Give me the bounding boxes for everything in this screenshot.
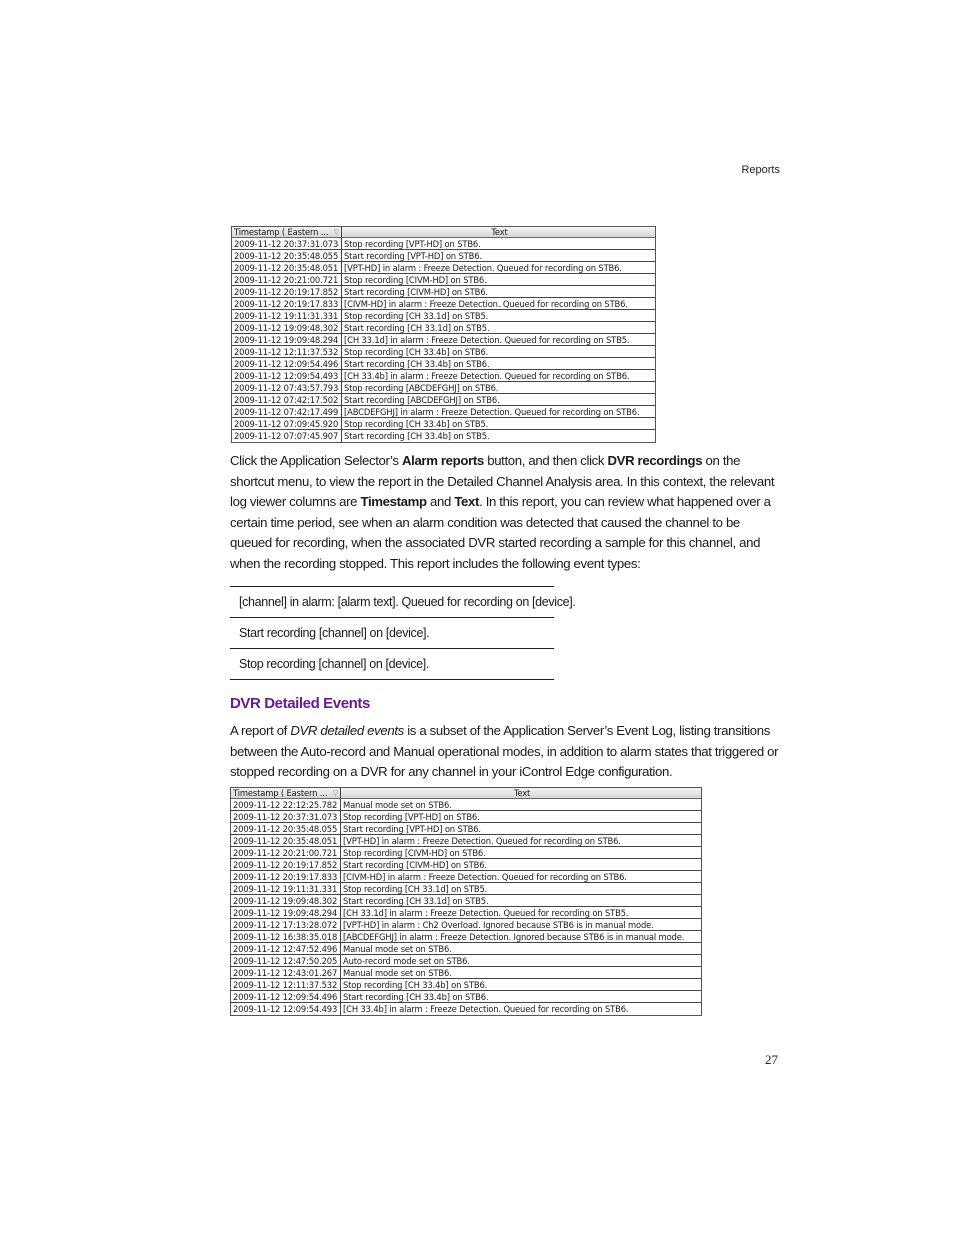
timestamp-cell: 2009-11-12 07:09:45.920 [232,418,342,429]
text-cell: [VPT-HD] in alarm : Freeze Detection. Queued for recording on STB6. [343,836,621,846]
text-cell: Stop recording [ABCDEFGHJ] on STB6. [344,383,499,393]
event-types-table [230,586,576,680]
table-row[interactable] [231,823,701,835]
table-row[interactable] [232,250,655,262]
text-cell: Stop recording [VPT-HD] on STB6. [343,812,480,822]
event-type-row: Stop recording [channel] on [device]. [230,648,554,680]
table-header [231,788,701,799]
timestamp-column-header[interactable]: Timestamp ( Eastern ... ▽ [232,227,342,237]
table-row[interactable] [231,1003,701,1015]
timestamp-cell: 2009-11-12 20:21:00.721 [232,274,342,285]
dvr-detailed-events-term: DVR detailed events [290,723,404,738]
table-row[interactable] [231,799,701,811]
timestamp-cell: 2009-11-12 19:09:48.294 [232,334,342,345]
table-row[interactable] [231,895,701,907]
table-row[interactable] [232,262,655,274]
timestamp-cell: 2009-11-12 07:42:17.499 [232,406,342,417]
timestamp-cell: 2009-11-12 12:43:01.267 [231,967,341,978]
timestamp-cell: 2009-11-12 20:35:48.055 [232,250,342,261]
dvr-recordings-log-table [231,226,656,443]
text-cell: [CH 33.4b] in alarm : Freeze Detection. Queued for recording on STB6. [344,371,630,381]
timestamp-cell: 2009-11-12 12:11:37.532 [231,979,341,990]
dvr-recordings-term: DVR recordings [607,453,703,468]
timestamp-cell: 2009-11-12 12:09:54.493 [232,370,342,381]
timestamp-cell: 2009-11-12 19:09:48.302 [232,322,342,333]
text-cell: Start recording [CH 33.4b] on STB5. [344,431,490,441]
text-cell: Start recording [CIVM-HD] on STB6. [344,287,488,297]
timestamp-cell: 2009-11-12 20:35:48.055 [231,823,341,834]
text-cell: [CH 33.4b] in alarm : Freeze Detection. Queued for recording on STB6. [343,1004,629,1014]
timestamp-cell: 2009-11-12 12:09:54.493 [231,1003,341,1015]
table-row[interactable] [231,955,701,967]
text-cell: Start recording [CIVM-HD] on STB6. [343,860,487,870]
table-row[interactable] [232,382,655,394]
timestamp-cell: 2009-11-12 20:19:17.852 [232,286,342,297]
text-cell: Manual mode set on STB6. [343,968,452,978]
table-row[interactable] [232,430,655,442]
timestamp-cell: 2009-11-12 20:35:48.051 [231,835,341,846]
table-row[interactable] [231,919,701,931]
timestamp-cell: 2009-11-12 19:11:31.331 [232,310,342,321]
section-heading: DVR Detailed Events [230,695,370,712]
timestamp-column-header[interactable]: Timestamp ( Eastern ... ▽ [231,788,341,798]
text-cell: Manual mode set on STB6. [343,800,452,810]
timestamp-cell: 2009-11-12 07:07:45.907 [232,430,342,442]
text-cell: [CH 33.1d] in alarm : Freeze Detection. Queued for recording on STB5. [344,335,630,345]
timestamp-cell: 2009-11-12 20:37:31.073 [232,238,342,249]
text-cell: Stop recording [CH 33.1d] on STB5. [343,884,488,894]
table-row[interactable] [232,286,655,298]
section-paragraph: A report of DVR detailed events is a subset of the Application Server’s Event Log, listing transitions between the Auto-record and Manual operational modes, in addition to alarm states that triggered or stopped recording on a DVR for any channel in your iControl Edge configuration. [230,723,779,779]
table-row[interactable] [231,979,701,991]
table-row[interactable] [232,394,655,406]
timestamp-cell: 2009-11-12 20:37:31.073 [231,811,341,822]
timestamp-cell: 2009-11-12 07:42:17.502 [232,394,342,405]
event-type-row: Start recording [channel] on [device]. [230,617,554,648]
table-row[interactable] [231,991,701,1003]
sort-filter-icon[interactable]: ▽ [333,228,339,236]
table-row[interactable] [232,346,655,358]
timestamp-cell: 2009-11-12 20:19:17.833 [232,298,342,309]
table-header [232,227,655,238]
timestamp-cell: 2009-11-12 12:47:50.205 [231,955,341,966]
text-cell: Stop recording [CIVM-HD] on STB6. [344,275,487,285]
text-cell: Manual mode set on STB6. [343,944,452,954]
text-cell: [VPT-HD] in alarm : Ch2 Overload. Ignored because STB6 is in manual mode. [343,920,654,930]
text-cell: [ABCDEFGHJ] in alarm : Freeze Detection. Ignored because STB6 is in manual mode. [343,932,685,942]
sort-filter-icon[interactable]: ▽ [332,789,338,797]
text-cell: Stop recording [CH 33.4b] on STB6. [343,980,488,990]
text-cell: Stop recording [VPT-HD] on STB6. [344,239,481,249]
timestamp-cell: 2009-11-12 20:35:48.051 [232,262,342,273]
timestamp-cell: 2009-11-12 20:19:17.833 [231,871,341,882]
intro-paragraph: Click the Application Selector’s Alarm reports button, and then click DVR recordings on the shortcut menu, to view the report in the Detailed Channel Analysis area. In this context, the relevant log viewer columns are Timestamp and Text. In this report, you can review what happened over a certain time period, see when an alarm condition was detected that caused the channel to be queued for recording, when the associated DVR started recording a sample for this channel, and when the recording stopped. This report includes the following event types: [230,453,775,571]
table-row[interactable] [231,811,701,823]
alarm-reports-term: Alarm reports [401,453,484,468]
timestamp-cell: 2009-11-12 12:47:52.496 [231,943,341,954]
timestamp-cell: 2009-11-12 19:11:31.331 [231,883,341,894]
text-cell: [VPT-HD] in alarm : Freeze Detection. Queued for recording on STB6. [344,263,622,273]
text-cell: Stop recording [CH 33.1d] on STB5. [344,311,489,321]
table-row[interactable] [232,406,655,418]
text-cell: [CH 33.1d] in alarm : Freeze Detection. Queued for recording on STB5. [343,908,629,918]
text-cell: [ABCDEFGHJ] in alarm : Freeze Detection. Queued for recording on STB6. [344,407,640,417]
table-row[interactable] [231,943,701,955]
page-number: 27 [765,1052,778,1067]
text-cell: [CIVM-HD] in alarm : Freeze Detection. Queued for recording on STB6. [344,299,628,309]
text-column-header[interactable]: Text [491,227,508,237]
table-row[interactable] [231,907,701,919]
table-row[interactable] [232,322,655,334]
timestamp-cell: 2009-11-12 12:09:54.496 [231,991,341,1002]
text-cell: Start recording [CH 33.4b] on STB6. [344,359,490,369]
timestamp-cell: 2009-11-12 16:38:35.018 [231,931,341,942]
text-cell: Auto-record mode set on STB6. [343,956,470,966]
running-header: Reports [741,164,780,176]
table-row[interactable] [232,310,655,322]
table-row[interactable] [231,871,701,883]
table-row[interactable] [232,418,655,430]
timestamp-cell: 2009-11-12 20:19:17.852 [231,859,341,870]
text-cell: Stop recording [CIVM-HD] on STB6. [343,848,486,858]
text-cell: Start recording [VPT-HD] on STB6. [344,251,482,261]
timestamp-cell: 2009-11-12 19:09:48.302 [231,895,341,906]
table-row[interactable] [232,334,655,346]
text-cell: Start recording [ABCDEFGHJ] on STB6. [344,395,500,405]
timestamp-cell: 2009-11-12 12:11:37.532 [232,346,342,357]
text-cell: Start recording [CH 33.1d] on STB5. [344,323,490,333]
text-cell: Start recording [CH 33.4b] on STB6. [343,992,489,1002]
table-row[interactable] [232,358,655,370]
table-row[interactable] [232,274,655,286]
table-row[interactable] [231,847,701,859]
table-row[interactable] [231,859,701,871]
dvr-detailed-events-log-table [230,787,702,1016]
event-type-row: [channel] in alarm: [alarm text]. Queued for recording on [device]. [230,586,554,617]
table-row[interactable] [232,370,655,382]
text-cell: Start recording [CH 33.1d] on STB5. [343,896,489,906]
timestamp-cell: 2009-11-12 19:09:48.294 [231,907,341,918]
table-row[interactable] [232,238,655,250]
table-row[interactable] [231,967,701,979]
text-cell: [CIVM-HD] in alarm : Freeze Detection. Queued for recording on STB6. [343,872,627,882]
timestamp-cell: 2009-11-12 12:09:54.496 [232,358,342,369]
table-row[interactable] [232,298,655,310]
text-cell: Start recording [VPT-HD] on STB6. [343,824,481,834]
timestamp-cell: 2009-11-12 07:43:57.793 [232,382,342,393]
timestamp-term: Timestamp [360,494,427,509]
text-cell: Stop recording [CH 33.4b] on STB6. [344,347,489,357]
text-term: Text [454,494,480,509]
table-row[interactable] [231,883,701,895]
timestamp-cell: 2009-11-12 17:13:28.072 [231,919,341,930]
text-cell: Stop recording [CH 33.4b] on STB5. [344,419,489,429]
timestamp-cell: 2009-11-12 22:12:25.782 [231,799,341,810]
table-row[interactable] [231,931,701,943]
table-row[interactable] [231,835,701,847]
timestamp-cell: 2009-11-12 20:21:00.721 [231,847,341,858]
text-column-header[interactable]: Text [513,788,531,798]
